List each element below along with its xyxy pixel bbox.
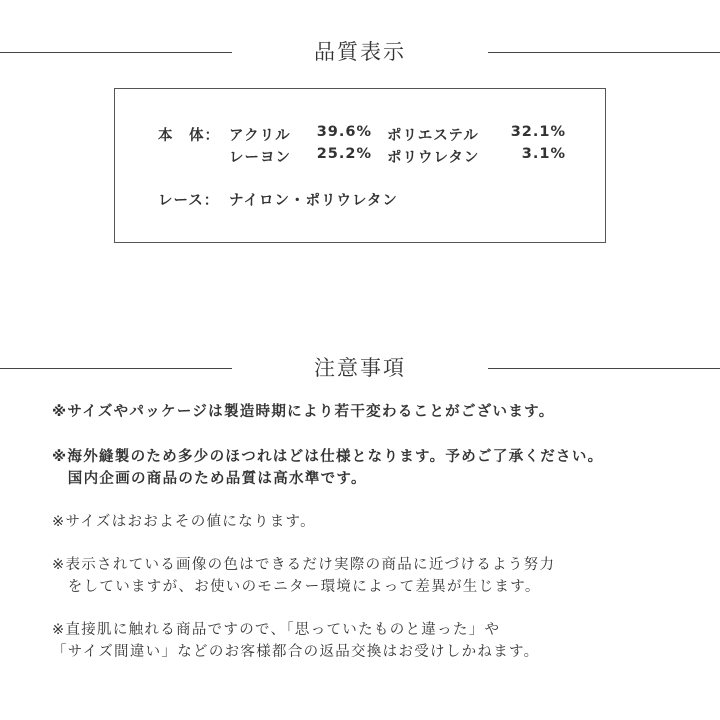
material-name: ポリエステル bbox=[387, 128, 479, 144]
quality-box bbox=[114, 88, 606, 243]
note-line: ※表示されている画像の色はできるだけ実際の商品に近づけるよう努力 bbox=[52, 557, 556, 573]
material-pct: 32.1% bbox=[510, 124, 566, 140]
quality-rule-right bbox=[488, 52, 720, 53]
notes-rule-right bbox=[488, 368, 720, 369]
material-name: アクリル bbox=[229, 128, 291, 144]
material-name: ポリウレタン bbox=[387, 150, 480, 166]
material-pct: 39.6% bbox=[316, 124, 372, 140]
note-line: 国内企画の商品のため品質は高水準です。 bbox=[52, 471, 367, 487]
material-pct: 3.1% bbox=[521, 146, 566, 162]
lace-value: ナイロン・ポリウレタン bbox=[229, 193, 398, 209]
note-line: ※海外縫製のため多少のほつれはどは仕様となります。予めご了承ください。 bbox=[52, 449, 604, 465]
notes-title: 注意事項 bbox=[314, 356, 406, 380]
body-label: 本 体： bbox=[158, 128, 220, 144]
material-pct: 25.2% bbox=[316, 146, 372, 162]
quality-title: 品質表示 bbox=[314, 40, 406, 64]
note-line: ※直接肌に触れる商品ですので、「思っていたものと違った」や bbox=[52, 622, 501, 638]
lace-label: レース： bbox=[158, 193, 220, 209]
material-name: レーヨン bbox=[229, 150, 291, 166]
note-line: をしていますが、お使いのモニター環境によって差異が生じます。 bbox=[52, 579, 541, 595]
note-line: ※サイズはおおよその値になります。 bbox=[52, 514, 316, 530]
note-line: 「サイズ間違い」などのお客様都合の返品交換はお受けしかねます。 bbox=[52, 644, 540, 660]
note-line: ※サイズやパッケージは製造時期により若干変わることがございます。 bbox=[52, 404, 555, 420]
